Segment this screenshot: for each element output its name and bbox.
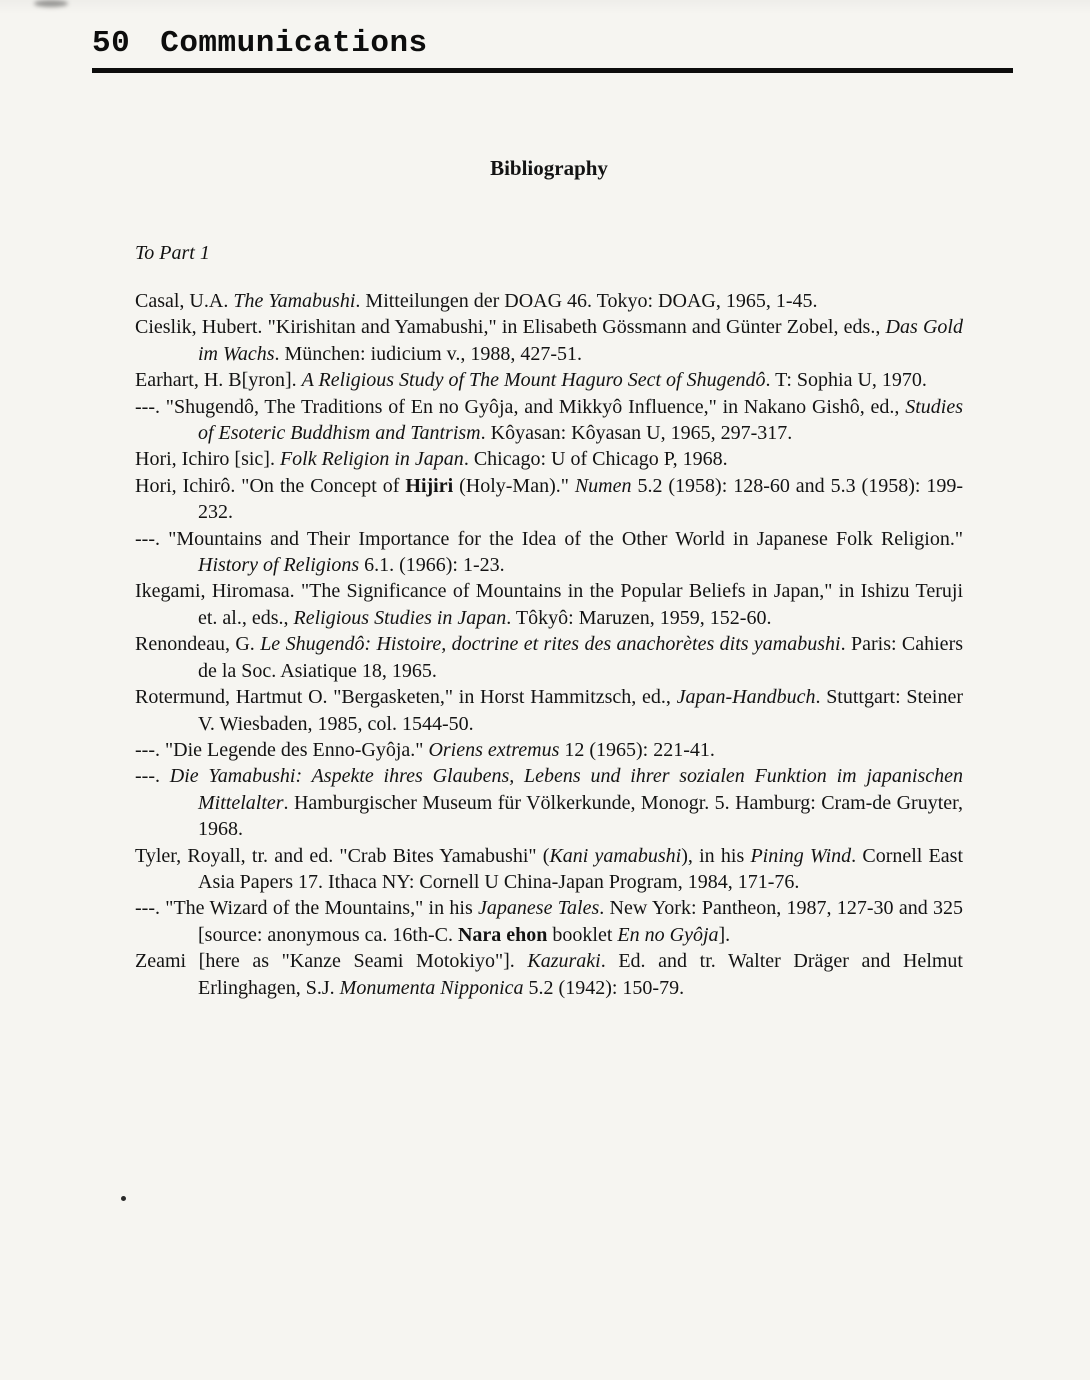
- entry-title-segment: Die Yamabushi: Aspekte ihres Glaubens, Lebens und ihrer sozialen Funktion im japanischen Mittelalter: [169, 765, 963, 814]
- entry-text-segment: . München: iudicium v., 1988, 427-51.: [274, 342, 583, 365]
- entry-text-segment: Cieslik, Hubert. "Kirishitan and Yamabushi," in Elisabeth Gössmann and Günter Zobel, eds.,: [135, 316, 886, 339]
- header-rule: [92, 68, 1013, 73]
- entry-text-segment: . Mitteilungen der DOAG 46. Tokyo: DOAG, 1965, 1-45.: [355, 290, 818, 312]
- bibliography-entry: [135, 737, 963, 763]
- content: [135, 155, 963, 1001]
- bibliography-entry: [135, 631, 963, 684]
- section-title: Communications: [160, 26, 428, 61]
- entry-text-segment: Hori, Ichiro [sic].: [135, 448, 280, 471]
- entry-text-segment: Ikegami, Hiromasa. "The Significance of Mountains in the Popular Beliefs in Japan," in Ishizu Teruji et. al., eds.,: [135, 580, 963, 629]
- bibliography-entry: [135, 446, 963, 472]
- entry-text-segment: 5.2 (1942): 150-79.: [523, 976, 685, 999]
- entry-title-segment: Kazuraki: [527, 950, 601, 973]
- entry-text-segment: Casal, U.A.: [135, 290, 234, 312]
- entry-text-segment: 5.2 (1958): 128-60 and 5.3 (1958): 199-232.: [198, 474, 964, 524]
- entry-text-segment: . Hamburgischer Museum für Völkerkunde, Monogr. 5. Hamburg: Cram-de Gruyter, 1968.: [198, 791, 963, 841]
- entry-title-segment: A Religious Study of The Mount Haguro Sect of Shugendô: [301, 369, 766, 392]
- entry-text-segment: . Chicago: U of Chicago P, 1968.: [463, 448, 728, 471]
- entry-text-segment: 6.1. (1966): 1-23.: [359, 554, 505, 577]
- entry-title-segment: Folk Religion in Japan: [279, 448, 464, 471]
- bibliography-entry: [135, 895, 963, 948]
- entry-text-segment: . T: Sophia U, 1970.: [765, 369, 927, 392]
- entry-title-segment: Oriens extremus: [428, 738, 560, 761]
- bibliography-subtitle: To Part 1: [135, 242, 210, 264]
- entry-text-segment: . Tôkyô: Maruzen, 1959, 152-60.: [506, 606, 772, 629]
- entry-text-segment: ---. "Mountains and Their Importance for the Idea of the Other World in Japanese Folk Religion.": [135, 527, 963, 550]
- entry-title-segment: Kani yamabushi: [549, 844, 682, 867]
- entry-text-segment: (Holy-Man).": [453, 474, 575, 497]
- page-header: [92, 26, 1013, 73]
- bibliography-entry: [135, 763, 963, 842]
- bibliography-entry: [135, 367, 963, 393]
- entry-title-segment: Japanese Tales: [478, 897, 600, 920]
- bibliography-entry: [135, 473, 963, 526]
- entry-title-segment: Monumenta Nipponica: [339, 976, 524, 999]
- entry-text-segment: ].: [718, 923, 731, 946]
- scan-artifact-dot: [121, 1196, 126, 1201]
- entry-text-segment: Tyler, Royall, tr. and ed. "Crab Bites Yamabushi" (: [135, 844, 550, 867]
- entry-text-segment: ---. "Die Legende des Enno-Gyôja.": [135, 738, 429, 761]
- scan-artifact-smudge: [34, 0, 68, 7]
- entry-title-segment: The Yamabushi: [233, 290, 356, 312]
- entry-title-segment: Studies of Esoteric Buddhism and Tantrism: [198, 395, 963, 445]
- entry-text-segment: Renondeau, G.: [135, 633, 261, 656]
- entry-title-segment: Japan-Handbuch: [676, 686, 816, 709]
- entry-text-segment: 12 (1965): 221-41.: [559, 738, 715, 761]
- bibliography-entry: [135, 314, 963, 367]
- entry-title-segment: En no Gyôja: [617, 923, 719, 946]
- entry-text-segment: Hori, Ichirô. "On the Concept of: [135, 474, 406, 497]
- entry-title-segment: Pining Wind: [750, 844, 852, 867]
- entry-text-segment: Earhart, H. B[yron].: [135, 369, 302, 392]
- bibliography-title: Bibliography: [490, 156, 608, 180]
- entry-text-segment: Rotermund, Hartmut O. "Bergasketen," in Horst Hammitzsch, ed.,: [135, 686, 677, 709]
- bibliography-entry: [135, 684, 963, 737]
- entry-text-segment: booklet: [547, 923, 618, 946]
- entry-title-segment: Religious Studies in Japan: [293, 606, 507, 629]
- entry-text-segment: . Kôyasan: Kôyasan U, 1965, 297-317.: [480, 422, 793, 445]
- entry-title-segment: History of Religions: [198, 554, 360, 577]
- bibliography-entry: [135, 578, 963, 631]
- entry-emphasis-segment: Nara ehon: [457, 923, 548, 946]
- entry-title-segment: Le Shugendô: Histoire, doctrine et rites des anachorètes dits yamabushi: [260, 633, 841, 656]
- entry-text-segment: ---.: [135, 765, 170, 788]
- entry-text-segment: ---. "Shugendô, The Traditions of En no Gyôja, and Mikkyô Influence," in Nakano Gishô, ed.,: [135, 395, 906, 418]
- bibliography-entries: [135, 288, 963, 1001]
- entry-text-segment: Zeami [here as "Kanze Seami Motokiyo"].: [135, 950, 528, 973]
- entry-text-segment: ), in his: [681, 844, 751, 867]
- bibliography-entry: [135, 288, 963, 314]
- bibliography-entry: [135, 948, 963, 1001]
- bibliography-entry: [135, 526, 963, 579]
- entry-text-segment: . New York: Pantheon, 1987, 127-30 and 325 [source: anonymous ca. 16th-C.: [198, 897, 963, 946]
- entry-title-segment: Numen: [574, 474, 632, 497]
- bibliography-entry: [135, 843, 963, 896]
- entry-text-segment: . Paris: Cahiers de la Soc. Asiatique 18, 1965.: [198, 633, 964, 682]
- running-head: [92, 26, 1013, 61]
- entry-title-segment: Das Gold im Wachs: [198, 316, 963, 365]
- bibliography-entry: [135, 394, 963, 447]
- entry-text-segment: . Ed. and tr. Walter Dräger and Helmut Erlinghagen, S.J.: [198, 950, 963, 999]
- entry-text-segment: . Cornell East Asia Papers 17. Ithaca NY: Cornell U China-Japan Program, 1984, 171-76.: [198, 844, 963, 893]
- entry-text-segment: ---. "The Wizard of the Mountains," in his: [135, 897, 479, 920]
- entry-text-segment: . Stuttgart: Steiner V. Wiesbaden, 1985, col. 1544-50.: [198, 686, 963, 735]
- entry-emphasis-segment: Hijiri: [405, 474, 454, 497]
- page-number: 50: [92, 26, 131, 61]
